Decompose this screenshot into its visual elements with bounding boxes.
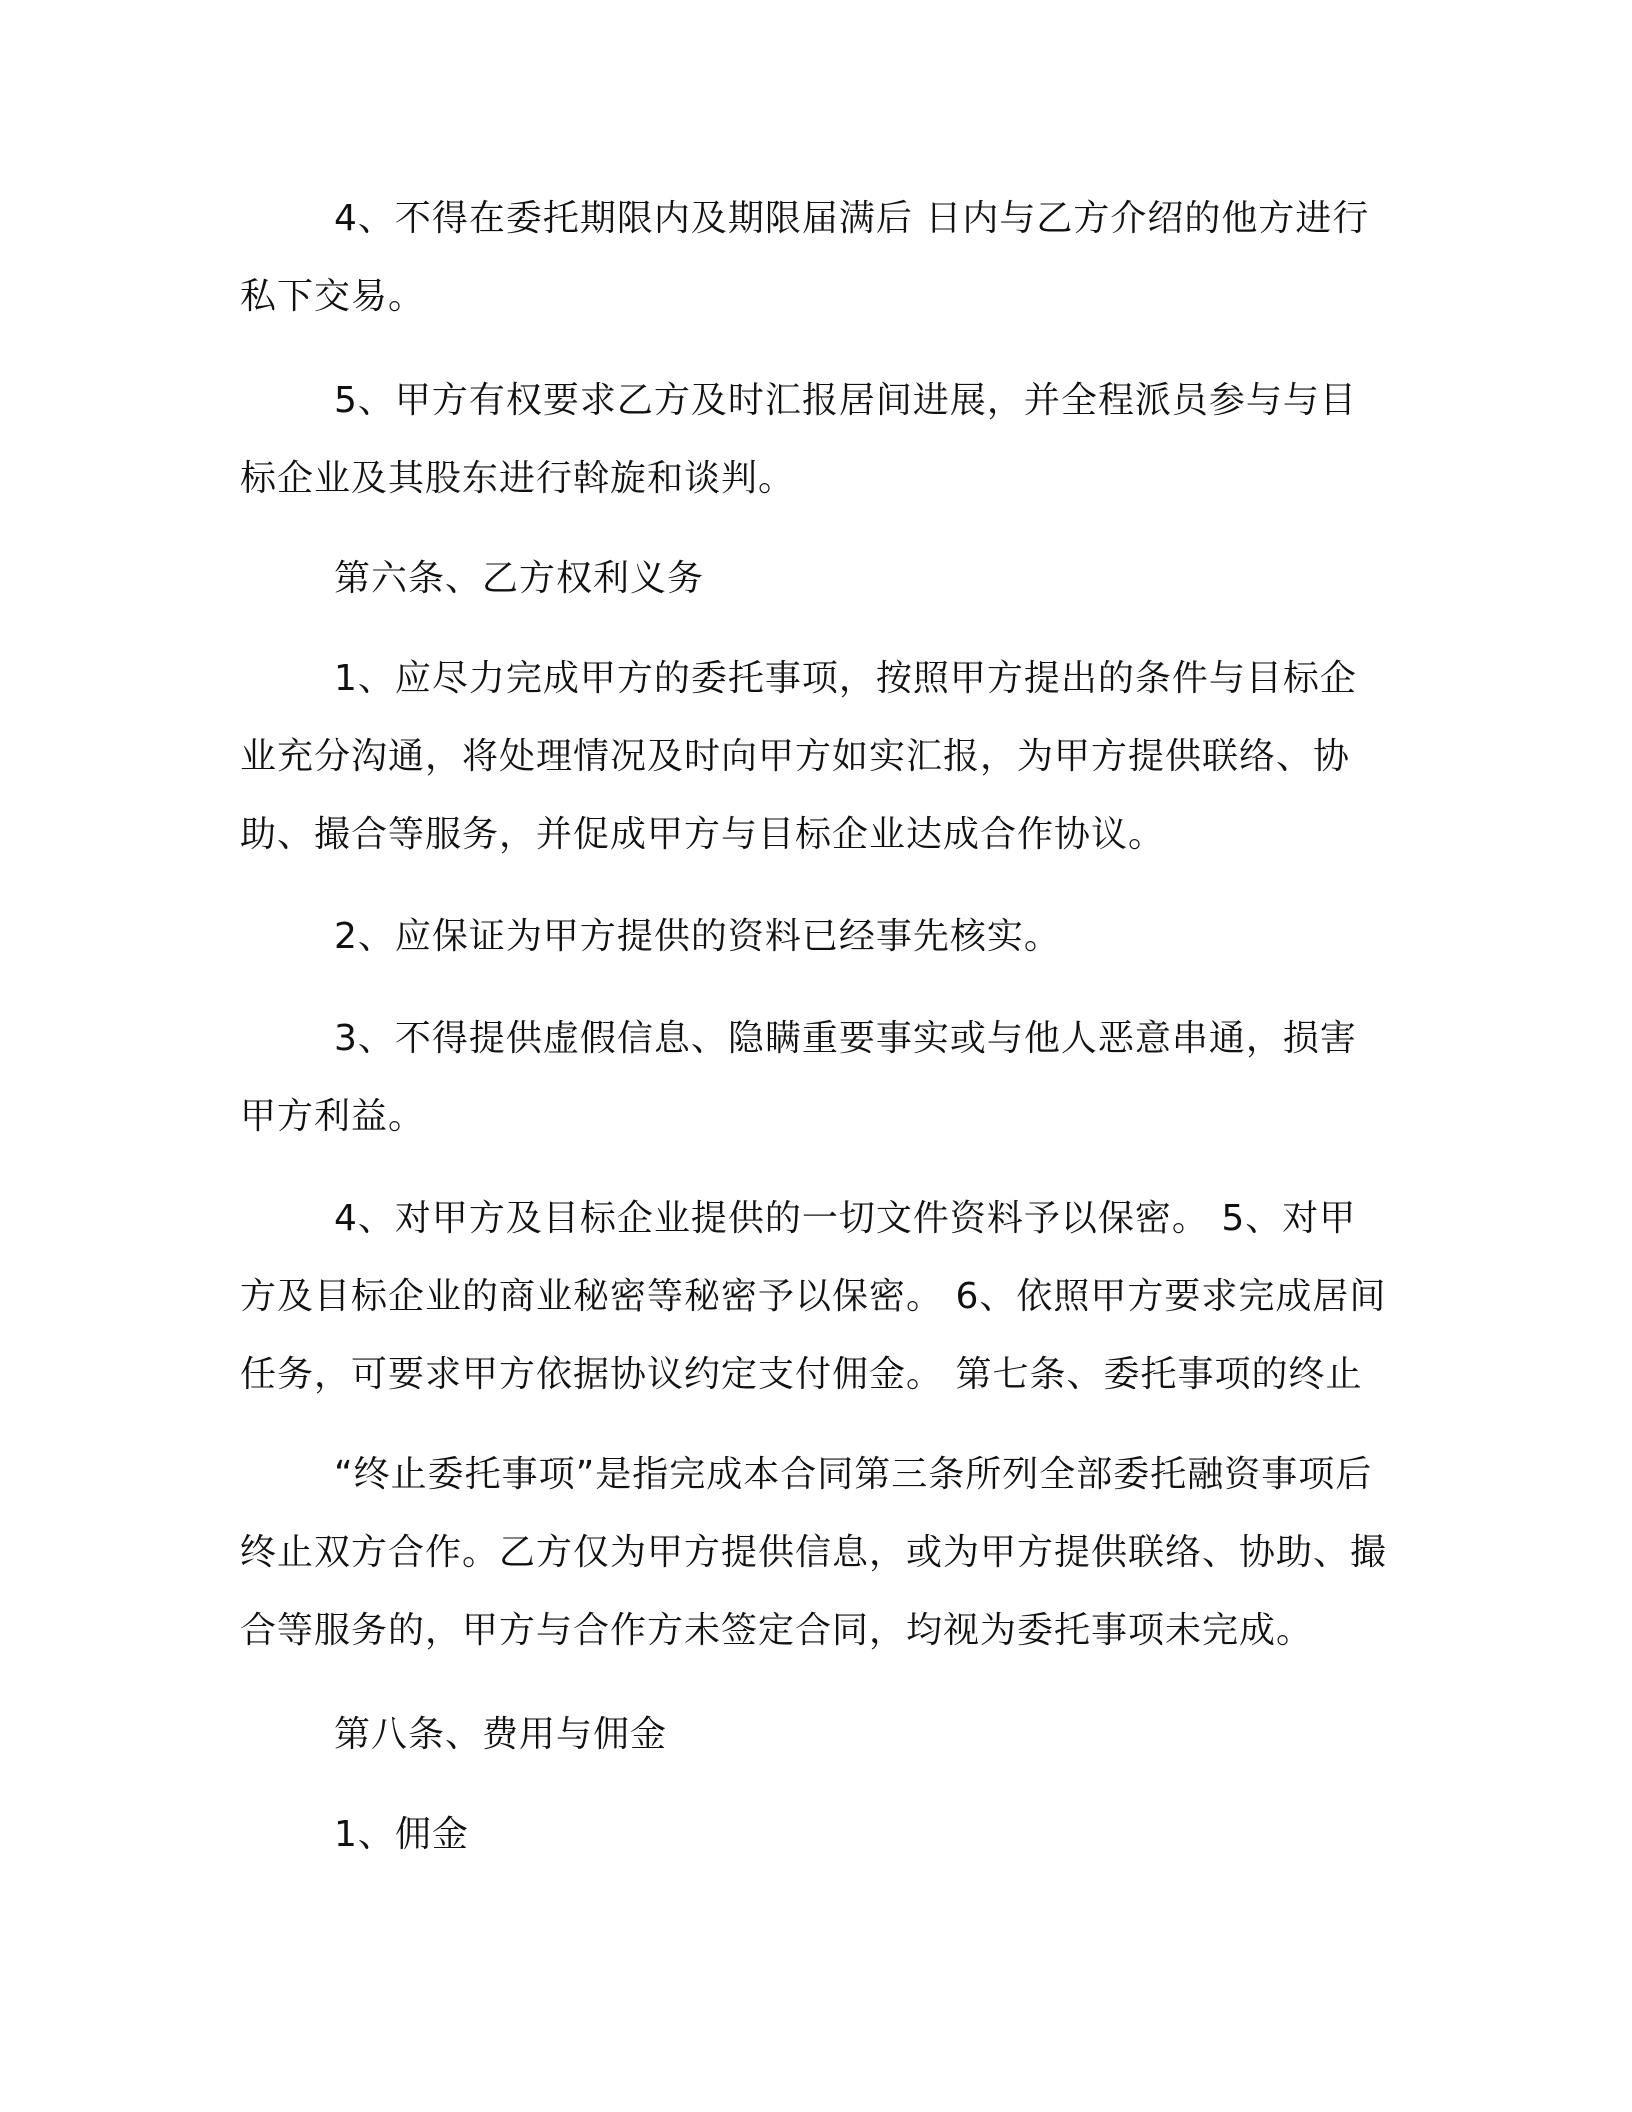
section-heading-article-6: 第六条、乙方权利义务 [334,558,705,599]
paragraph-clause-5-4: 4、不得在委托期限内及期限届满后 日内与乙方介绍的他方进行私下交易。 [240,198,1370,317]
paragraph-termination-definition: “终止委托事项”是指完成本合同第三条所列全部委托融资事项后终止双方合作。乙方仅为甲方提供信息，或为甲方提供联络、协助、撮合等服务的，甲方与合作方未签定合同，均视为委托事项未完成。 [240,1454,1388,1651]
paragraph-clause-6-1: 1、应尽力完成甲方的委托事项，按照甲方提出的条件与目标企业充分沟通，将处理情况及时向甲方如实汇报，为甲方提供联络、协助、撮合等服务，并促成甲方与目标企业达成合作协议。 [240,658,1357,855]
paragraph-clause-5-5: 5、甲方有权要求乙方及时汇报居间进展，并全程派员参与与目标企业及其股东进行斡旋和谈判。 [240,380,1357,499]
paragraph-clause-8-1: 1、佣金 [334,1814,469,1855]
section-heading-article-8: 第八条、费用与佣金 [334,1714,668,1755]
paragraph-clause-6-3: 3、不得提供虚假信息、隐瞒重要事实或与他人恶意串通，损害甲方利益。 [240,1018,1357,1137]
paragraph-clause-6-2: 2、应保证为甲方提供的资料已经事先核实。 [334,916,1061,957]
paragraph-clause-6-4-to-6: 4、对甲方及目标企业提供的一切文件资料予以保密。 5、对甲方及目标企业的商业秘密等秘密予以保密。 6、依照甲方要求完成居间任务，可要求甲方依据协议约定支付佣金。 第七条、委托事项的终止 [240,1198,1387,1395]
